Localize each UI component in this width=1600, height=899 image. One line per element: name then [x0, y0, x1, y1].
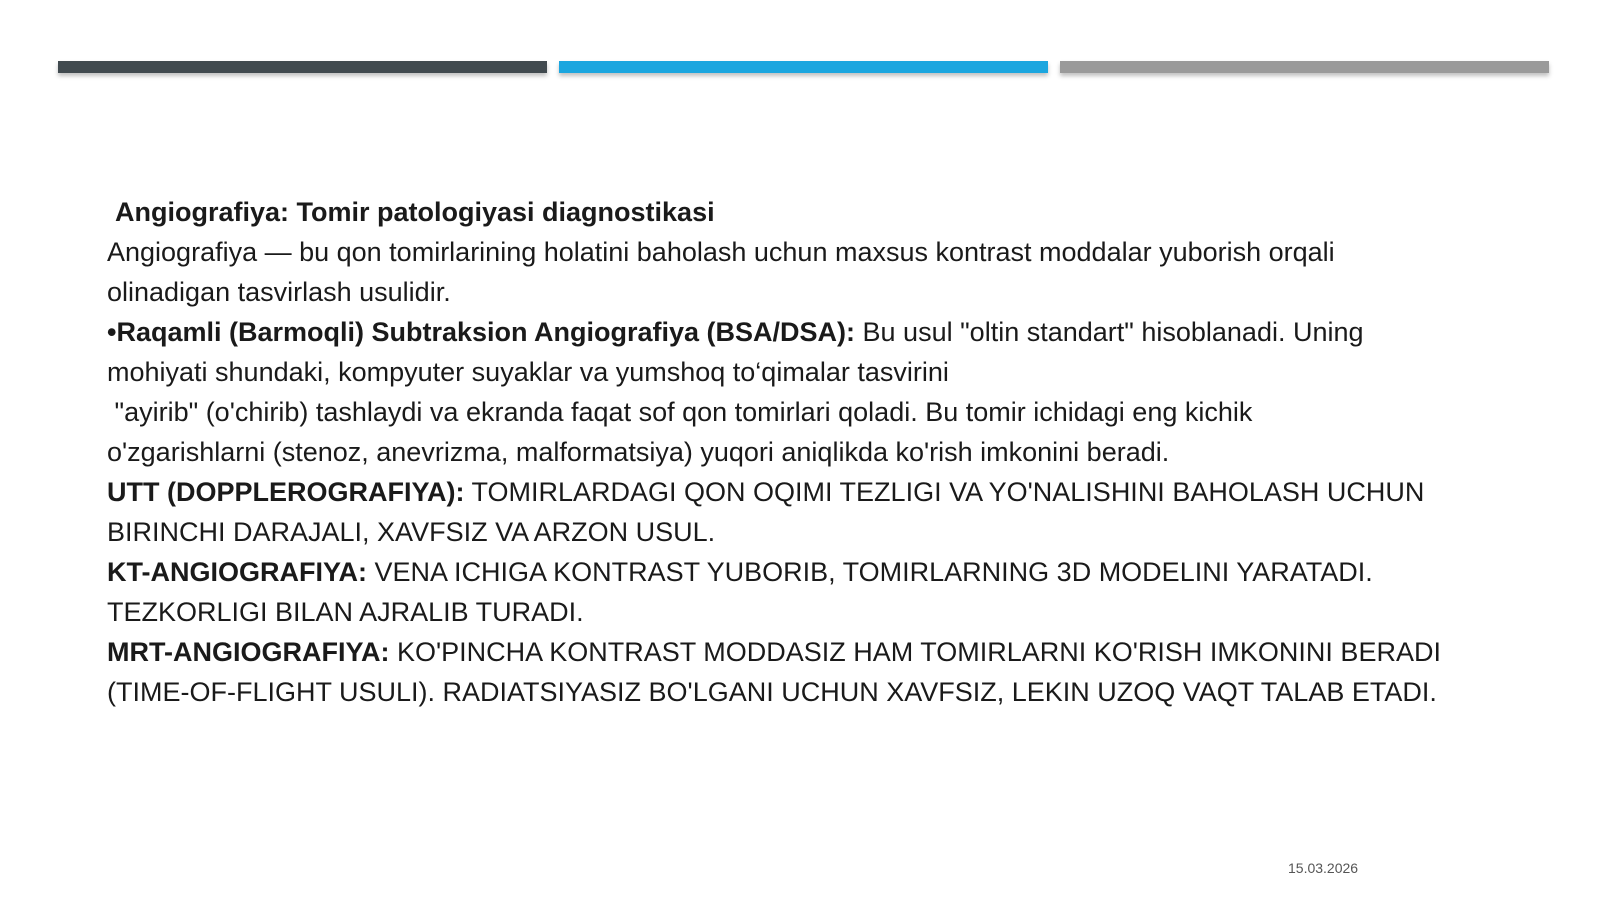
dsa-paragraph-line-1: [107, 312, 1547, 352]
mrt-text-2: (TIME-OF-FLIGHT USULI). RADIATSIYASIZ BO'LGANI UCHUN XAVFSIZ, LEKIN UZOQ VAQT TALAB ETADI.: [107, 677, 1437, 707]
header-bar-blue: [559, 61, 1048, 73]
dsa-text-4: o'zgarishlarni (stenoz, anevrizma, malformatsiya) yuqori aniqlikda ko'rish imkonini beradi.: [107, 437, 1170, 467]
slide-body: [107, 192, 1547, 712]
dsa-text-1: Bu usul "oltin standart" hisoblanadi. Uning: [855, 317, 1364, 347]
utt-text-2: BIRINCHI DARAJALI, XAVFSIZ VA ARZON USUL.: [107, 517, 716, 547]
mrt-label: MRT-ANGIOGRAFIYA:: [107, 637, 390, 667]
slide-date: 15.03.2026: [1288, 860, 1359, 876]
intro-line-1: Angiografiya — bu qon tomirlarining holatini baholash uchun maxsus kontrast moddalar yuborish orqali: [107, 237, 1335, 267]
bullet-icon: •: [107, 317, 117, 347]
kt-text-2: TEZKORLIGI BILAN AJRALIB TURADI.: [107, 597, 584, 627]
kt-label: KT-ANGIOGRAFIYA:: [107, 557, 368, 587]
header-bar-dark: [58, 61, 547, 73]
dsa-text-2: mohiyati shundaki, kompyuter suyaklar va yumshoq to‘qimalar tasvirini: [107, 357, 949, 387]
slide-heading: Angiografiya: Tomir patologiyasi diagnostikasi: [115, 197, 715, 227]
header-bar-gray: [1060, 61, 1549, 73]
utt-label: UTT (DOPPLEROGRAFIYA):: [107, 477, 465, 507]
utt-text-1: TOMIRLARDAGI QON OQIMI TEZLIGI VA YO'NALISHINI BAHOLASH UCHUN: [464, 477, 1425, 507]
intro-line-2: olinadigan tasvirlash usulidir.: [107, 277, 451, 307]
kt-paragraph-line-1: [107, 552, 1547, 592]
dsa-label: Raqamli (Barmoqli) Subtraksion Angiografiya (BSA/DSA):: [116, 317, 856, 347]
kt-text-1: VENA ICHIGA KONTRAST YUBORIB, TOMIRLARNING 3D MODELINI YARATADI.: [367, 557, 1373, 587]
utt-paragraph-line-1: [107, 472, 1547, 512]
mrt-paragraph-line-1: [107, 632, 1547, 672]
dsa-text-3: "ayirib" (o'chirib) tashlaydi va ekranda faqat sof qon tomirlari qoladi. Bu tomir ichidagi eng kichik: [107, 397, 1253, 427]
mrt-text-1: KO'PINCHA KONTRAST MODDASIZ HAM TOMIRLARNI KO'RISH IMKONINI BERADI: [389, 637, 1441, 667]
